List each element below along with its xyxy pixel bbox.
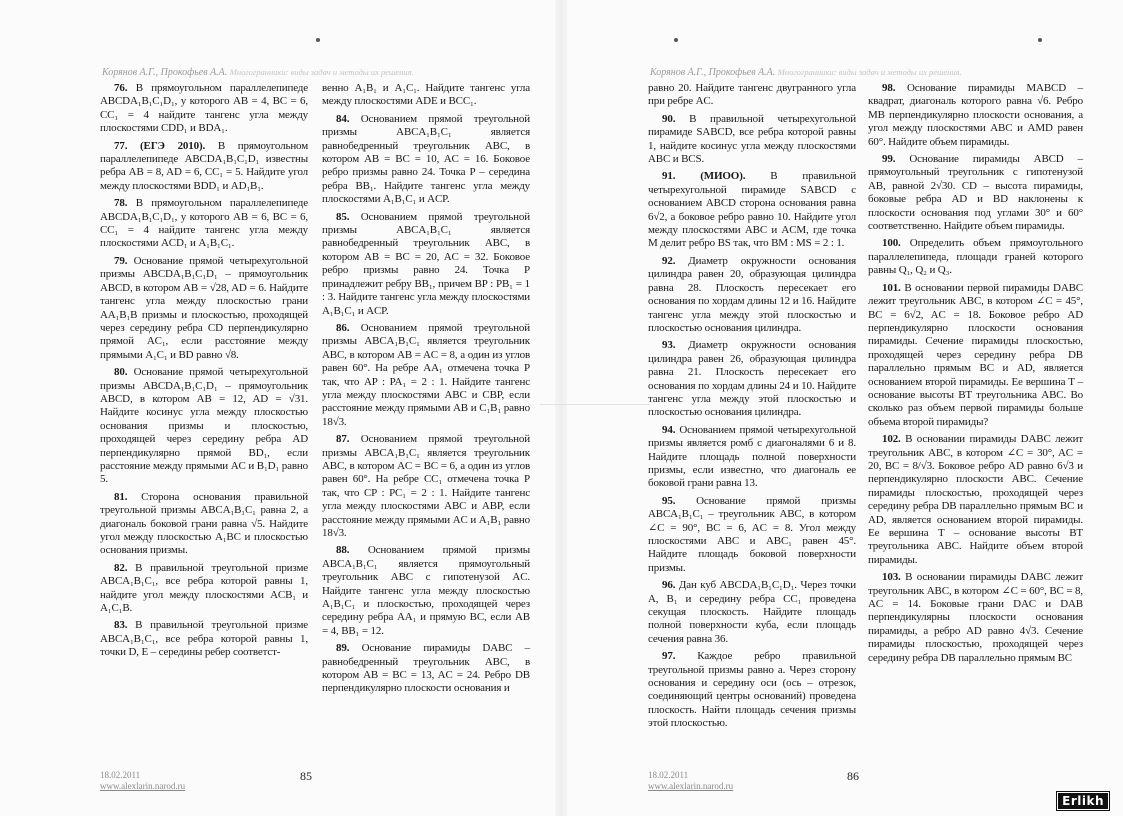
problem-item bbox=[100, 197, 308, 251]
problem-text: В правильной четырехугольной пирамиде SABCD, все ребра которой равны 1, найдите косинус угла между плоскостями ABC и BCS. bbox=[648, 112, 856, 166]
problem-text: Основание прямой четырехугольной призмы ABCDA₁B₁C₁D₁ – прямоугольник ABCD, в котором AB = √28, AD = 6. Найдите тангенс угла между плоскостью грани AA₁B₁B призмы и плоскостью, проходящей через середину ребра CD перпендикулярно прямой AC₁, если расстояние между прямыми A₁C₁ и BD равно √8. bbox=[100, 254, 308, 361]
problem-number: 86. bbox=[336, 321, 350, 334]
problem-number: 92. bbox=[662, 254, 676, 267]
problem-item bbox=[648, 113, 856, 167]
problem-item bbox=[100, 491, 308, 558]
footer-date: 18.02.2011 bbox=[648, 770, 689, 780]
problem-number: 87. bbox=[336, 433, 350, 446]
problem-item bbox=[100, 82, 308, 136]
problem-number: 89. bbox=[336, 642, 350, 655]
problem-number: 100. bbox=[882, 237, 901, 250]
problem-number: 81. bbox=[114, 490, 128, 503]
problem-item bbox=[648, 495, 856, 575]
problem-text: Основание прямой четырехугольной призмы ABCDA₁B₁C₁D₁ – прямоугольник ABCD, в котором AB = 12, AD = √31. Найдите косинус угла между плоскостью основания призмы и плоскостью, проходящей через середину ребра AD перпендикулярно прямой BD₁, если расстояние между прямыми AC и B₁D₁ равно 5. bbox=[100, 366, 308, 486]
problem-item bbox=[648, 339, 856, 419]
problem-number: 78. bbox=[114, 197, 128, 210]
running-head-subtitle: Многогранники: виды задач и методы их решения. bbox=[229, 67, 414, 77]
problem-number: 91. (МИОО). bbox=[662, 170, 746, 183]
problem-item bbox=[648, 170, 856, 250]
problem-item bbox=[322, 642, 530, 696]
right-page bbox=[560, 0, 1123, 816]
problem-text: Каждое ребро правильной треугольной призмы равно a. Через сторону основания и середину оси (ось – отрезок, соединяющий центры оснований) проведена плоскость. Найти площадь сечения призмы этой плоскостью. bbox=[648, 650, 856, 730]
problem-item bbox=[868, 282, 1083, 429]
problem-number: 101. bbox=[882, 281, 901, 294]
problem-text: равно 20. Найдите тангенс двугранного угла при ребре AC. bbox=[648, 82, 856, 108]
problem-text: В прямоугольном параллелепипеде ABCDA₁B₁C₁D₁ известны ребра AB = 8, AD = 6, CC₁ = 5. Найдите угол между плоскостями BDD₁ и AD₁B₁. bbox=[100, 139, 309, 192]
problem-number: 94. bbox=[662, 423, 676, 436]
problem-number: 77. (ЕГЭ 2010). bbox=[114, 139, 206, 152]
footer-date: 18.02.2011 bbox=[100, 770, 141, 780]
footer-url[interactable]: www.alexlarin.narod.ru bbox=[100, 781, 186, 791]
problem-text: Основанием прямой четырехугольной призмы является ромб с диагоналями 6 и 8. Найдите площадь полной поверхности призмы, если известно, что диагональ ее боковой грани равна 13. bbox=[648, 423, 856, 490]
problem-text: В основании пирамиды DABC лежит треугольник ABC, в котором ∠C = 30°, AC = 20, BC = 8/√3. Боковое ребро AD равно 6√3 и перпендикулярно плоскости ABC. Сечение пирамиды плоскостью, проходящей через середину ребра DB параллельно прямым BC и AD, является основанием второй пирамиды. Ее вершина T – основание высоты BT треугольника ABC. Найдите объем второй пирамиды. bbox=[868, 433, 1083, 566]
problem-text: Основанием прямой призмы ABCA₁B₁C₁ является прямоугольный треугольник ABC с гипотенузой AC. Найдите тангенс угла между плоскостью A₁B₁C₁ и плоскостью, проходящей через середину ребра AA₁ и прямую BC, если AB = 4, BB₁ = 12. bbox=[322, 544, 530, 637]
binder-hole-dot bbox=[316, 38, 320, 42]
problem-number: 76. bbox=[114, 82, 128, 94]
problem-number: 98. bbox=[882, 82, 896, 94]
problem-item bbox=[322, 544, 530, 638]
problem-text: Основанием прямой треугольной призмы ABCA₁B₁C₁ является равнобедренный треугольник ABC, в котором AB = BC = 10, AC = 16. Боковое ребро призмы равно 24. Точка P – середина ребра BB₁. Найдите тангенс угла между плоскостями A₁B₁C₁ и ACP. bbox=[322, 112, 530, 206]
problem-number: 82. bbox=[114, 561, 128, 574]
problem-number: 95. bbox=[662, 494, 676, 507]
problem-item bbox=[322, 211, 530, 318]
problem-number: 83. bbox=[114, 619, 128, 632]
problem-text: В основании первой пирамиды DABC лежит треугольник ABC, в котором ∠C = 45°, BC = 6√2, AC = 18. Боковое ребро AD перпендикулярно плоскости основания пирамиды. Сечение пирамиды плоскостью, проходящей через середину ребра DB параллельно прямым BC и AD, является основанием второй пирамиды. Ее вершина T – основание высоты BT треугольника ABC. Во сколько раз объем первой пирамиды больше объема второй пирамиды? bbox=[868, 281, 1083, 428]
problem-number: 85. bbox=[336, 210, 350, 223]
left-column-2 bbox=[322, 82, 530, 700]
problem-item bbox=[868, 237, 1083, 277]
problem-number: 99. bbox=[882, 153, 896, 166]
binder-hole-dot bbox=[674, 38, 678, 42]
problem-item bbox=[100, 140, 308, 194]
problem-text: В правильной треугольной призме ABCA₁B₁C₁, все ребра которой равны 1, найдите угол между плоскостями ACB₁ и A₁C₁B. bbox=[100, 561, 308, 615]
problem-text: Диаметр окружности основания цилиндра равен 26, образующая цилиндра равна 21. Плоскость пересекает его основания по хордам длины 24 и 10. Найдите тангенс угла между этой плоскостью и плоскостью основания цилиндра. bbox=[648, 339, 856, 419]
problem-item bbox=[868, 153, 1083, 233]
problem-number: 79. bbox=[114, 254, 128, 267]
problem-number: 80. bbox=[114, 366, 128, 379]
problem-item bbox=[648, 650, 856, 730]
running-head bbox=[650, 66, 962, 79]
problem-item bbox=[868, 571, 1083, 665]
problem-number: 103. bbox=[882, 571, 901, 584]
problem-item bbox=[322, 82, 530, 109]
running-head-authors: Корянов А.Г., Прокофьев А.А. bbox=[102, 67, 228, 78]
running-head bbox=[102, 66, 414, 79]
problem-number: 102. bbox=[882, 433, 901, 446]
problem-number: 96. bbox=[662, 579, 676, 592]
footer-url[interactable]: www.alexlarin.narod.ru bbox=[648, 781, 734, 791]
problem-item bbox=[322, 113, 530, 207]
problem-item bbox=[322, 433, 530, 540]
running-head-subtitle: Многогранники: виды задач и методы их решения. bbox=[777, 67, 962, 77]
problem-text: В прямоугольном параллелепипеде ABCDA₁B₁C₁D₁, у которого AB = 4, BC = 6, CC₁ = 4 найдите тангенс угла между плоскостями CDD₁ и BDA₁. bbox=[100, 82, 308, 135]
problem-text: В основании пирамиды DABC лежит треугольник ABC, в котором ∠C = 60°, BC = 8, AC = 14. Боковые грани DAC и DAB перпендикулярны плоскости основания пирамиды, а ребро AD равно 4√3. Сечение пирамиды плоскостью, проходящей через середину ребра DB параллельно прямым BC bbox=[868, 571, 1083, 664]
problem-text: Основанием прямой треугольной призмы ABCA₁B₁C₁ является равнобедренный треугольник ABC, в котором AB = BC = 20, AC = 32. Боковое ребро призмы равно 24. Точка P принадлежит ребру BB₁, причем BP : PB₁ = 1 : 3. Найдите тангенс угла между плоскостями A₁B₁C₁ и ACP. bbox=[322, 210, 530, 317]
problem-item bbox=[868, 82, 1083, 149]
problem-text: венно A₁B₁ и A₁C₁. Найдите тангенс угла между плоскостями ADE и BCC₁. bbox=[322, 82, 530, 108]
problem-text: Определить объем прямоугольного параллелепипеда, площади граней которого равны Q₁, Q₂ и Q₃. bbox=[868, 237, 1083, 277]
problem-item bbox=[100, 366, 308, 487]
problem-item bbox=[868, 433, 1083, 567]
problem-item bbox=[648, 424, 856, 491]
page-number: 86 bbox=[847, 769, 859, 783]
binder-hole-dot bbox=[1038, 38, 1042, 42]
problem-text: Основание пирамиды MABCD – квадрат, диагональ которого равна √6. Ребро MB перпендикулярно плоскости основания, а угол между плоскостями ABC и AMD равен 60°. Найдите объем пирамиды. bbox=[868, 82, 1083, 148]
problem-text: Основание пирамиды ABCD – прямоугольный треугольник с гипотенузой AB, равной 2√30. CD – высота пирамиды, боковые ребра AD и BD наклонены к плоскости основания под углами 30° и 60° соответственно. Найдите объем пирамиды. bbox=[868, 153, 1083, 233]
problem-item bbox=[648, 579, 856, 646]
problem-text: Основанием прямой треугольной призмы ABCA₁B₁C₁ является треугольник ABC, в котором AC = BC = 6, а один из углов равен 60°. На ребре CC₁ отмечена точка P так, что CP : PC₁ = 2 : 1. Найдите тангенс угла между плоскостями ABC и ABP, если расстояние между прямыми AC и A₁B₁ равно 18√3. bbox=[322, 433, 530, 539]
problem-text: Основание пирамиды DABC – равнобедренный треугольник ABC, в котором AB = BC = 13, AC = 24. Ребро DB перпендикулярно плоскости основания и bbox=[322, 642, 530, 695]
problem-item bbox=[100, 255, 308, 362]
running-head-authors: Корянов А.Г., Прокофьев А.А. bbox=[650, 67, 776, 78]
problem-number: 90. bbox=[662, 112, 676, 125]
problem-item bbox=[100, 619, 308, 659]
problem-text: Диаметр окружности основания цилиндра равен 20, образующая цилиндра равна 28. Плоскость пересекает его основания по хордам длины 12 и 16. Найдите тангенс угла между этой плоскостью и плоскостью основания цилиндра. bbox=[648, 254, 856, 334]
problem-text: Основанием прямой треугольной призмы ABCA₁B₁C₁ является треугольник ABC, в котором AB = AC = 8, а один из углов равен 60°. На ребре AA₁ отмечена точка P так, что AP : PA₁ = 2 : 1. Найдите тангенс угла между плоскостями ABC и CBP, если расстояние между прямыми AB и C₁B₁ равно 18√3. bbox=[322, 321, 530, 428]
problem-number: 88. bbox=[336, 544, 350, 557]
left-column-1 bbox=[100, 82, 308, 664]
right-column-2 bbox=[868, 82, 1083, 669]
page-number: 85 bbox=[300, 769, 312, 783]
problem-number: 93. bbox=[662, 339, 676, 352]
problem-number: 97. bbox=[662, 650, 676, 663]
problem-text: Дан куб ABCDA₁B₁C₁D₁. Через точки A, B₁ и середину ребра CC₁ проведена секущая плоскость. Найдите площадь полной поверхности куба, если площадь сечения равна 36. bbox=[648, 579, 856, 645]
watermark-logo: Erlikh bbox=[1057, 792, 1109, 810]
problem-item bbox=[648, 82, 856, 109]
problem-text: В прямоугольном параллелепипеде ABCDA₁B₁C₁D₁, у которого AB = 6, BC = 6, CC₁ = 4 найдите тангенс угла между плоскостями ACD₁ и A₁B₁C₁. bbox=[100, 197, 308, 250]
right-column-1 bbox=[648, 82, 856, 735]
problem-text: В правильной четырехугольной пирамиде SABCD с основанием ABCD сторона основания равна 6√2, а боковое ребро равно 10. Найдите угол между плоскостями ABC и ACM, где точка M делит ребро BS так, что BM : MS = 2 : 1. bbox=[648, 170, 856, 250]
problem-text: В правильной треугольной призме ABCA₁B₁C₁, все ребра которой равны 1, точки D, E – середины ребер соответст- bbox=[100, 619, 308, 659]
problem-text: Основание прямой призмы ABCA₁B₁C₁ – треугольник ABC, в котором ∠C = 90°, BC = 6, AC = 8. Угол между плоскостями ABC и ABC₁ равен 45°. Найдите площадь боковой поверхности призмы. bbox=[648, 494, 856, 574]
left-page bbox=[0, 0, 560, 816]
problem-item bbox=[100, 562, 308, 616]
problem-number: 84. bbox=[336, 112, 350, 125]
problem-text: Сторона основания правильной треугольной призмы ABCA₁B₁C₁ равна 2, а диагональ боковой грани равна √5. Найдите угол между плоскостью A₁BC и плоскостью основания призмы. bbox=[100, 490, 308, 557]
problem-item bbox=[648, 255, 856, 335]
problem-item bbox=[322, 322, 530, 429]
